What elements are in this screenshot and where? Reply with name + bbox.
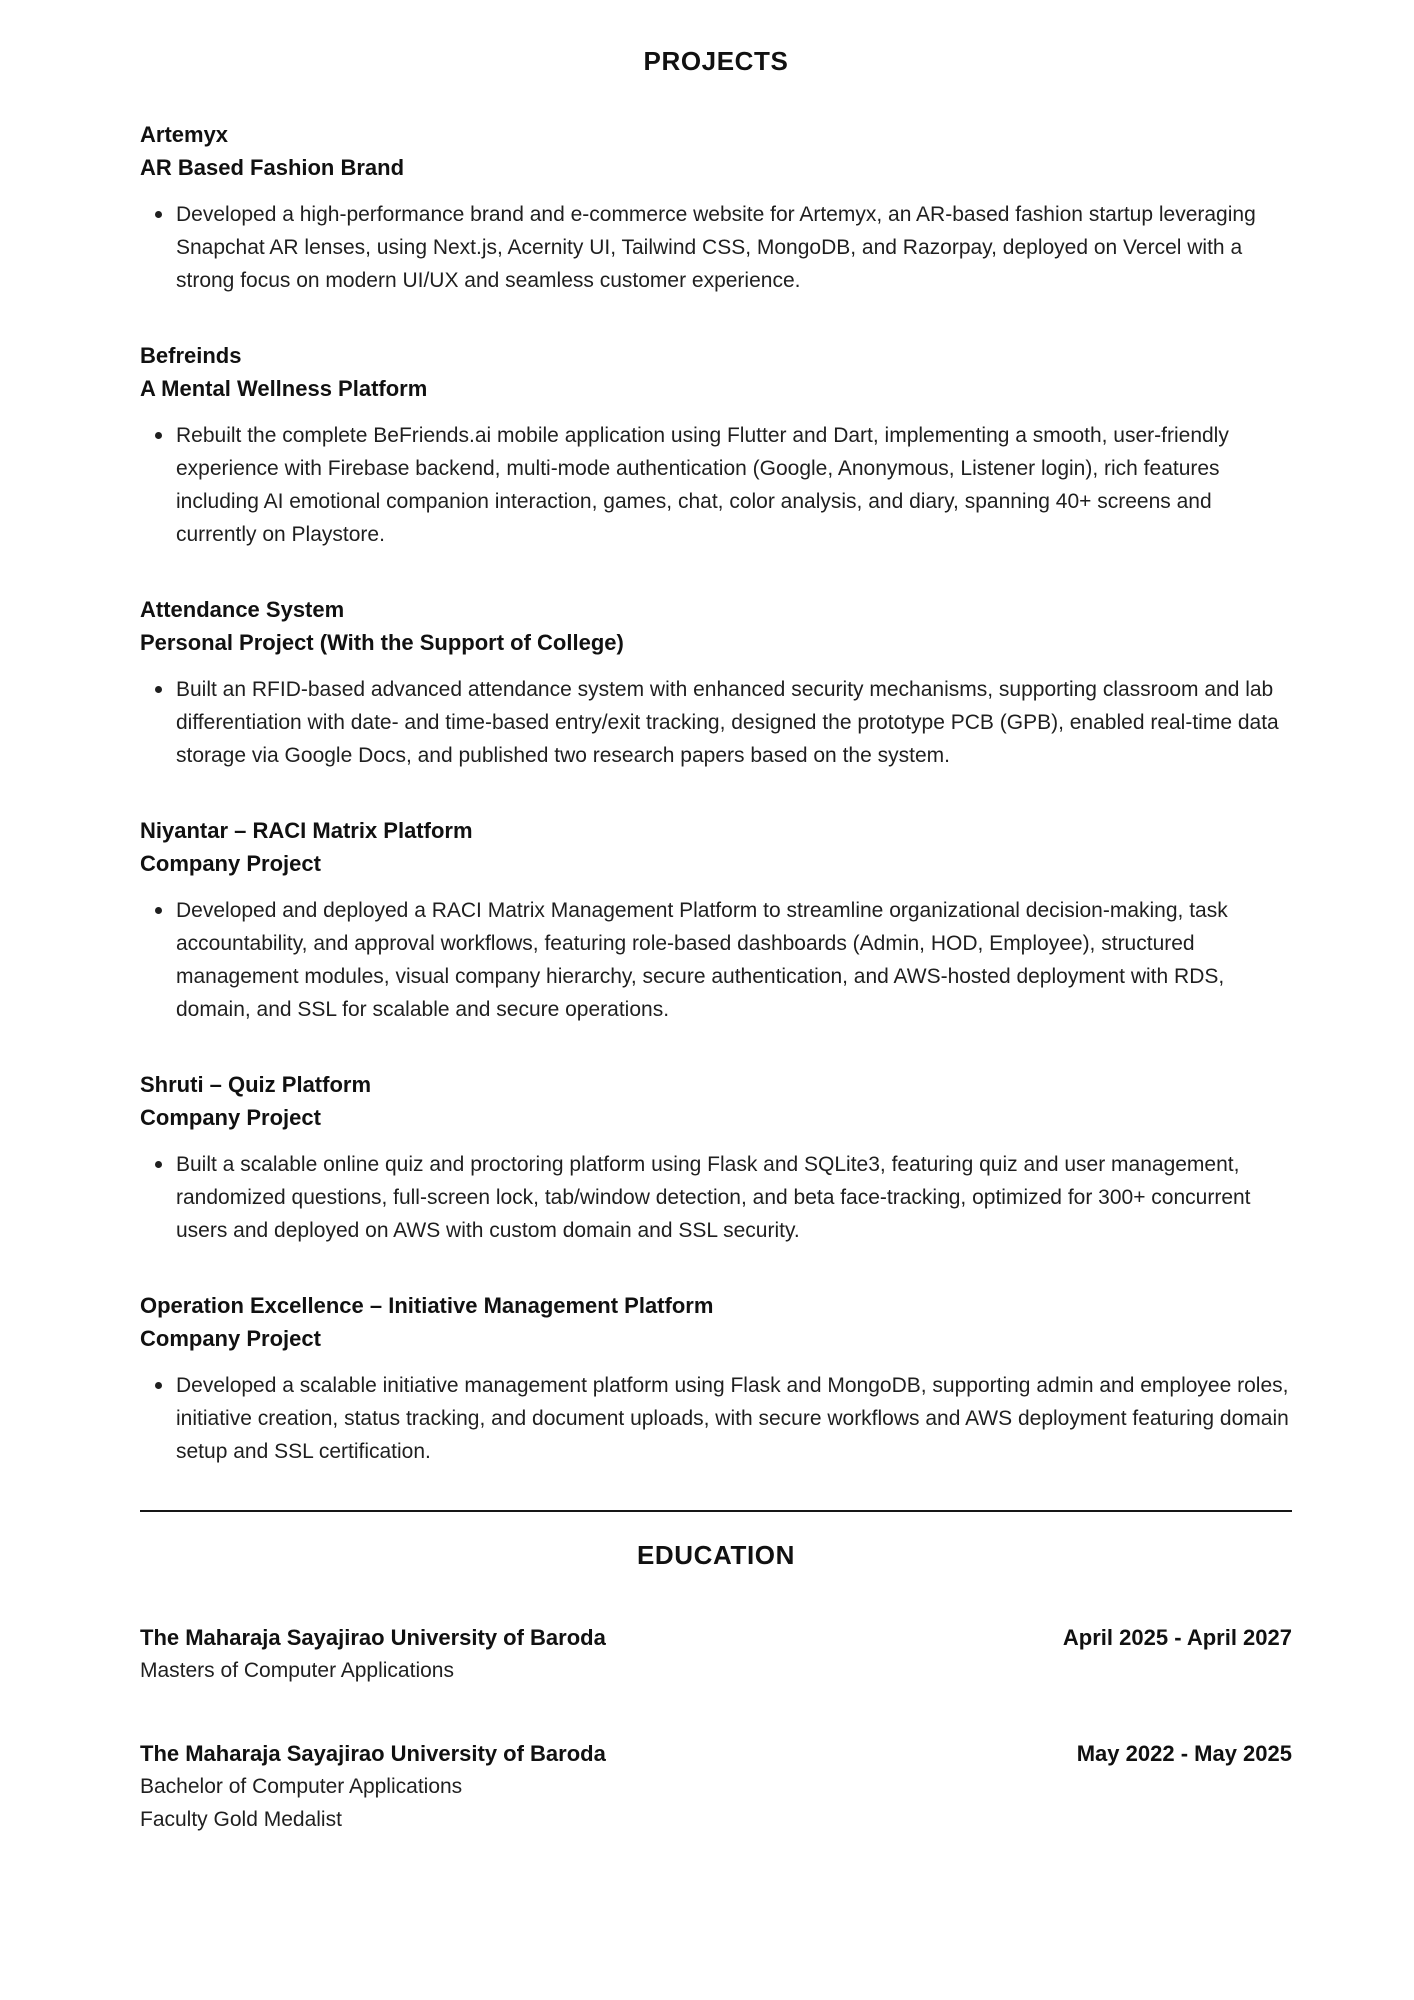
project-name: Artemyx (140, 122, 229, 147)
project-entry-niyantar (140, 814, 1292, 1026)
education-entry-header (140, 1621, 1292, 1654)
project-bullet-list (140, 673, 1292, 772)
honor-label: Faculty Gold Medalist (140, 1808, 342, 1831)
project-bullet: Rebuilt the complete BeFriends.ai mobile application using Flutter and Dart, implementing a smooth, user-friendly experience with Firebase backend, multi-mode authentication (Google, Anonymous, Listener login), rich features including AI emotional companion interaction, games, chat, color analysis, and diary, spanning 40+ screens and currently on Playstore. (140, 419, 1292, 551)
section-divider (140, 1510, 1292, 1512)
project-entry-attendance-system (140, 593, 1292, 772)
project-bullet: Built a scalable online quiz and proctoring platform using Flask and SQLite3, featuring quiz and user management, randomized questions, full-screen lock, tab/window detection, and beta face-tracking, optimized for 300+ concurrent users and deployed on AWS with custom domain and SSL security. (140, 1148, 1292, 1247)
project-bullet-list (140, 419, 1292, 551)
project-bullet-list (140, 1148, 1292, 1247)
education-entry-bachelors (140, 1737, 1292, 1836)
project-entry-operation-excellence (140, 1289, 1292, 1468)
date-range: May 2022 - May 2025 (1076, 1741, 1292, 1766)
project-name: Shruti – Quiz Platform (140, 1072, 372, 1097)
project-bullet-list (140, 894, 1292, 1026)
education-entry-masters (140, 1621, 1292, 1687)
project-bullet-list (140, 1369, 1292, 1468)
institution-name: The Maharaja Sayajirao University of Baroda (140, 1625, 606, 1650)
project-name: Niyantar – RACI Matrix Platform (140, 818, 473, 843)
project-subtitle: Company Project (140, 851, 321, 876)
education-entry-header (140, 1737, 1292, 1770)
project-bullet: Built an RFID-based advanced attendance system with enhanced security mechanisms, supporting classroom and lab differentiation with date- and time-based entry/exit tracking, designed the prototype PCB (GPB), enabled real-time data storage via Google Docs, and published two research papers based on the system. (140, 673, 1292, 772)
project-bullet: Developed a scalable initiative management platform using Flask and MongoDB, supporting admin and employee roles, initiative creation, status tracking, and document uploads, with secure workflows and AWS deployment featuring domain setup and SSL certification. (140, 1369, 1292, 1468)
project-subtitle: Company Project (140, 1326, 321, 1351)
project-name: Attendance System (140, 597, 345, 622)
project-bullet-list (140, 198, 1292, 297)
project-entry-befreinds (140, 339, 1292, 551)
projects-section-title: PROJECTS (643, 46, 789, 76)
project-name: Befreinds (140, 343, 242, 368)
project-bullet: Developed a high-performance brand and e-commerce website for Artemyx, an AR-based fashion startup leveraging Snapchat AR lenses, using Next.js, Acernity UI, Tailwind CSS, MongoDB, and Razorpay, deployed on Vercel with a strong focus on modern UI/UX and seamless customer experience. (140, 198, 1292, 297)
project-subtitle: Personal Project (With the Support of College) (140, 630, 624, 655)
project-name: Operation Excellence – Initiative Management Platform (140, 1293, 714, 1318)
degree-name: Bachelor of Computer Applications (140, 1775, 463, 1798)
project-entry-shruti (140, 1068, 1292, 1247)
degree-name: Masters of Computer Applications (140, 1659, 454, 1682)
institution-name: The Maharaja Sayajirao University of Baroda (140, 1741, 606, 1766)
project-subtitle: A Mental Wellness Platform (140, 376, 428, 401)
education-section-title: EDUCATION (636, 1540, 796, 1570)
project-entry-artemyx (140, 118, 1292, 297)
projects-list (140, 118, 1292, 1468)
date-range: April 2025 - April 2027 (1062, 1625, 1292, 1650)
project-subtitle: AR Based Fashion Brand (140, 155, 405, 180)
project-bullet: Developed and deployed a RACI Matrix Management Platform to streamline organizational decision-making, task accountability, and approval workflows, featuring role-based dashboards (Admin, HOD, Employee), structured management modules, visual company hierarchy, secure authentication, and AWS-hosted deployment with RDS, domain, and SSL for scalable and secure operations. (140, 894, 1292, 1026)
project-subtitle: Company Project (140, 1105, 321, 1130)
